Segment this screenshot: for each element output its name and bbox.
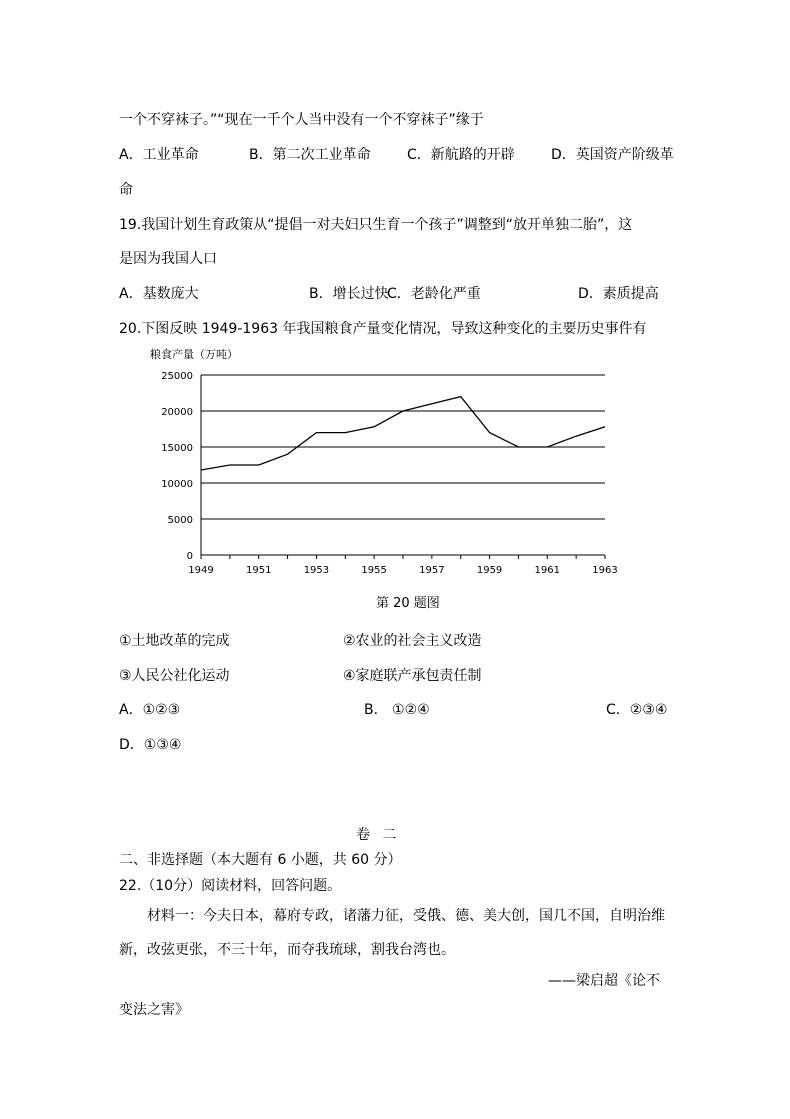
part2-section-heading: 二、非选择题（本大题有 6 小题，共 60 分） — [119, 852, 402, 868]
q20-option-b: B． ①②④ — [364, 702, 430, 718]
q22-source-wrap: 变法之害》 — [119, 1002, 189, 1018]
x-tick-label: 1961 — [534, 565, 561, 576]
q19-stem: 19.我国计划生育政策从“提倡一对夫妇只生育一个孩子”调整到“放开单独二胎”，这 — [119, 217, 633, 233]
q19-option-d: D．素质提高 — [578, 286, 659, 302]
q18-option-b: B．第二次工业革命 — [249, 147, 371, 163]
part2-title: 卷 二 — [356, 827, 397, 843]
grain-output-chart — [150, 340, 630, 585]
x-tick-label: 1959 — [476, 565, 503, 576]
y-tick-label: 0 — [186, 551, 193, 562]
q18-option-a: A．工业革命 — [119, 147, 199, 163]
q20-item-4: ④家庭联产承包责任制 — [343, 668, 482, 684]
q20-stem: 20.下图反映 1949-1963 年我国粮食产量变化情况，导致这种变化的主要历史事件有 — [119, 321, 647, 337]
y-axis-label: 粮食产量（万吨） — [150, 348, 238, 361]
x-tick-label: 1957 — [419, 565, 445, 576]
q22-material-1-wrap: 新，改弦更张，不三十年，而夺我琉球，割我台湾也。 — [119, 942, 455, 958]
q20-option-a: A．①②③ — [119, 702, 181, 718]
x-tick-label: 1949 — [188, 565, 214, 576]
q19-stem-wrap: 是因为我国人口 — [119, 251, 217, 267]
q18-option-d: D．英国资产阶级革 — [551, 147, 674, 163]
x-tick-label: 1953 — [303, 565, 330, 576]
q19-option-a: A．基数庞大 — [119, 286, 199, 302]
q20-item-1: ①土地改革的完成 — [119, 633, 230, 649]
y-tick-label: 20000 — [161, 407, 193, 418]
q20-option-d: D．①③④ — [119, 737, 182, 753]
q20-item-2: ②农业的社会主义改造 — [343, 633, 482, 649]
q18-stem-tail: 一个不穿袜子。”“现在一千个人当中没有一个不穿袜子”缘于 — [119, 112, 484, 128]
q19-option-c: C．老龄化严重 — [387, 286, 481, 302]
y-tick-label: 25000 — [161, 371, 193, 382]
x-tick-label: 1955 — [361, 565, 387, 576]
q18-option-d-wrap: 命 — [119, 182, 133, 198]
grain-output-line — [201, 397, 605, 470]
q20-item-3: ③人民公社化运动 — [119, 668, 230, 684]
x-tick-label: 1963 — [592, 565, 618, 576]
q22-source: ——梁启超《论不 — [548, 973, 660, 989]
x-tick-label: 1951 — [245, 565, 272, 576]
q20-option-c: C．②③④ — [606, 702, 668, 718]
y-tick-label: 5000 — [167, 515, 193, 526]
q22-heading: 22.（10分）阅读材料，回答问题。 — [119, 878, 342, 894]
q18-option-c: C．新航路的开辟 — [407, 147, 515, 163]
q22-material-1: 材料一：今夫日本，幕府专政，诸藩力征，受俄、德、美大创，国几不国，自明治维 — [147, 908, 665, 924]
y-tick-label: 10000 — [161, 479, 193, 490]
y-tick-label: 15000 — [161, 443, 193, 454]
q19-option-b: B．增长过快 — [309, 286, 389, 302]
chart-caption: 第 20 题图 — [376, 596, 440, 611]
